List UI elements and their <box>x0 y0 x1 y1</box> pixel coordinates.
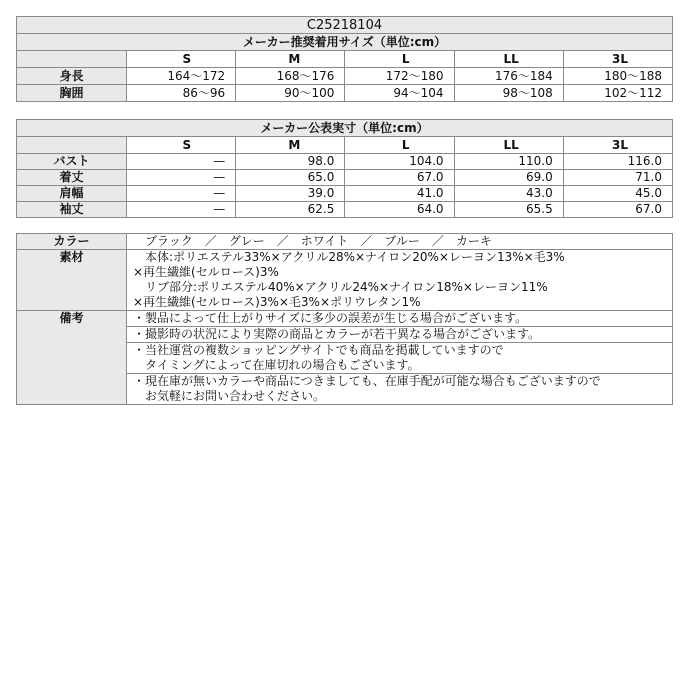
table-cell: 43.0 <box>454 186 563 202</box>
table-cell: 64.0 <box>345 202 454 218</box>
table-cell: — <box>127 202 236 218</box>
table-cell: 71.0 <box>563 170 672 186</box>
material-line: リブ部分:ポリエステル40%×アクリル24%×ナイロン18%×レーヨン11% <box>133 280 548 294</box>
table-cell: 172〜180 <box>345 68 454 85</box>
table-cell: 94〜104 <box>345 85 454 102</box>
table-row <box>17 68 673 85</box>
material-row <box>17 250 673 311</box>
table-cell: 98〜108 <box>454 85 563 102</box>
row-label: 袖丈 <box>17 202 127 218</box>
table-row <box>17 170 673 186</box>
color-row <box>17 234 673 250</box>
table-cell: 39.0 <box>236 186 345 202</box>
table-cell: 67.0 <box>345 170 454 186</box>
material-label: 素材 <box>17 250 127 311</box>
size-header: 3L <box>563 51 672 68</box>
material-text <box>127 250 673 311</box>
size-header: M <box>236 51 345 68</box>
notes-row <box>17 311 673 327</box>
table-cell: 65.0 <box>236 170 345 186</box>
table-cell: 164〜172 <box>127 68 236 85</box>
table-cell: 116.0 <box>563 154 672 170</box>
table-cell: 65.5 <box>454 202 563 218</box>
material-line: 本体:ポリエステル33%×アクリル28%×ナイロン20%×レーヨン13%×毛3% <box>133 250 565 264</box>
table-cell: 67.0 <box>563 202 672 218</box>
table-cell: 90〜100 <box>236 85 345 102</box>
size-header: M <box>236 137 345 154</box>
table-cell: 110.0 <box>454 154 563 170</box>
color-list: ブラック ／ グレー ／ ホワイト ／ ブルー ／ カーキ <box>127 234 673 250</box>
table-cell: 41.0 <box>345 186 454 202</box>
note-item: ・撮影時の状況により実際の商品とカラーが若干異なる場合がございます。 <box>127 327 673 343</box>
actual-title: メーカー公表実寸（単位:cm） <box>17 120 673 137</box>
table-cell: — <box>127 186 236 202</box>
table-cell: 104.0 <box>345 154 454 170</box>
table-cell: 98.0 <box>236 154 345 170</box>
note-line: ・当社運営の複数ショッピングサイトでも商品を掲載していますので <box>133 343 504 357</box>
table-cell: 69.0 <box>454 170 563 186</box>
table-row <box>17 186 673 202</box>
note-item: ・製品によって仕上がりサイズに多少の誤差が生じる場合がございます。 <box>127 311 673 327</box>
size-header: S <box>127 51 236 68</box>
size-header: LL <box>454 137 563 154</box>
corner-cell <box>17 137 127 154</box>
table-cell: 62.5 <box>236 202 345 218</box>
size-header: 3L <box>563 137 672 154</box>
table-cell: 45.0 <box>563 186 672 202</box>
table-cell: 168〜176 <box>236 68 345 85</box>
size-header: L <box>345 51 454 68</box>
table-row <box>17 154 673 170</box>
row-label: バスト <box>17 154 127 170</box>
recommended-size-table <box>16 16 673 102</box>
row-label: 身長 <box>17 68 127 85</box>
material-line: ×再生繊維(セルロース)3%×毛3%×ポリウレタン1% <box>133 295 421 309</box>
note-item <box>127 374 673 405</box>
product-details-table <box>16 233 673 405</box>
table-cell: 176〜184 <box>454 68 563 85</box>
note-line: ・現在庫が無いカラーや商品につきましても、在庫手配が可能な場合もございますので <box>133 374 601 388</box>
size-header: S <box>127 137 236 154</box>
table-cell: 102〜112 <box>563 85 672 102</box>
recommended-title: メーカー推奨着用サイズ（単位:cm） <box>17 34 673 51</box>
size-header: LL <box>454 51 563 68</box>
row-label: 肩幅 <box>17 186 127 202</box>
corner-cell <box>17 51 127 68</box>
note-line: タイミングによって在庫切れの場合もございます。 <box>133 358 420 372</box>
note-line: お気軽にお問い合わせください。 <box>133 389 326 403</box>
table-row <box>17 85 673 102</box>
product-code: C25218104 <box>17 17 673 34</box>
row-label: 着丈 <box>17 170 127 186</box>
actual-size-table <box>16 119 673 218</box>
table-cell: — <box>127 170 236 186</box>
material-line: ×再生繊維(セルロース)3% <box>133 265 279 279</box>
size-header: L <box>345 137 454 154</box>
row-label: 胸囲 <box>17 85 127 102</box>
table-cell: 180〜188 <box>563 68 672 85</box>
note-item <box>127 343 673 374</box>
table-row <box>17 202 673 218</box>
color-label: カラー <box>17 234 127 250</box>
notes-label: 備考 <box>17 311 127 405</box>
table-cell: 86〜96 <box>127 85 236 102</box>
table-cell: — <box>127 154 236 170</box>
